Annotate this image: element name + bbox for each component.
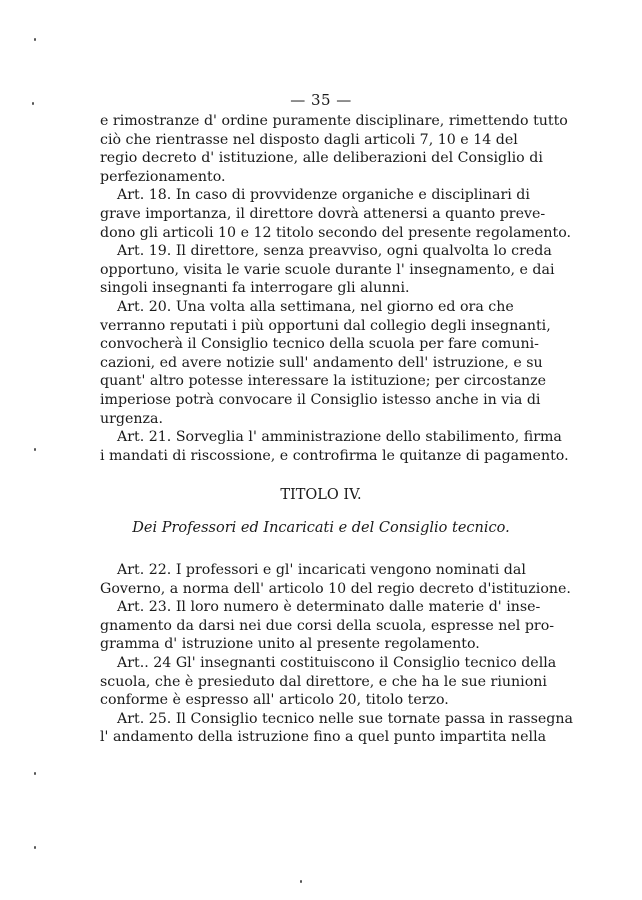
text-line: grave importanza, il direttore dovrà attenersi a quanto preve-: [100, 206, 546, 222]
text-line: Art. 19. Il direttore, senza preavviso, ogni qualvolta lo creda: [117, 243, 552, 260]
text-line: perfezionamento.: [100, 168, 226, 185]
scan-speck: [34, 448, 36, 451]
scan-speck: [300, 880, 302, 883]
scan-speck: [34, 772, 36, 775]
text-line: Art. 20. Una volta alla settimana, nel giorno ed ora che: [117, 299, 514, 315]
text-line: Art.. 24 Gl' insegnanti costituiscono il Consiglio tecnico della: [117, 655, 557, 671]
scan-speck: [34, 846, 36, 849]
text-line: singoli insegnanti fa interrogare gli alunni.: [100, 280, 410, 297]
text-line: Art. 23. Il loro numero è determinato dalle materie d' inse-: [117, 599, 541, 616]
text-line: Governo, a norma dell' articolo 10 del regio decreto d'istituzione.: [100, 580, 571, 597]
section-subtitle: Dei Professori ed Incaricati e del Consiglio tecnico.: [132, 520, 510, 536]
section-title: TITOLO IV.: [280, 487, 362, 503]
scan-speck: [32, 102, 34, 105]
text-line: convocherà il Consiglio tecnico della scuola per fare comuni-: [100, 336, 539, 353]
text-line: gramma d' istruzione unito al presente regolamento.: [100, 636, 480, 653]
text-line: opportuno, visita le varie scuole durante l' insegnamento, e dai: [100, 261, 555, 278]
text-line: imperiose potrà convocare il Consiglio istesso anche in via di: [100, 392, 541, 408]
text-line: Art. 22. I professori e gl' incaricati vengono nominati dal: [117, 562, 526, 578]
text-line: regio decreto d' istituzione, alle deliberazioni del Consiglio di: [100, 150, 543, 167]
page-number: — 35 —: [290, 91, 352, 109]
text-line: gnamento da darsi nei due corsi della scuola, espresse nel pro-: [100, 617, 555, 634]
text-line: Art. 21. Sorveglia l' amministrazione dello stabilimento, firma: [117, 429, 562, 446]
text-line: Art. 25. Il Consiglio tecnico nelle sue tornate passa in rassegna: [117, 710, 573, 727]
text-line: scuola, che è presieduto dal direttore, e che ha le sue riunioni: [100, 673, 547, 690]
text-line: ciò che rientrasse nel disposto dagli articoli 7, 10 e 14 del: [100, 131, 518, 148]
text-line: l' andamento della istruzione fino a quel punto impartita nella: [100, 729, 547, 746]
text-line: dono gli articoli 10 e 12 titolo secondo del presente regolamento.: [100, 224, 572, 241]
text-line: e rimostranze d' ordine puramente disciplinare, rimettendo tutto: [100, 113, 568, 129]
text-line: quant' altro potesse interessare la istituzione; per circostanze: [100, 373, 547, 390]
scan-speck: [34, 38, 36, 41]
text-line: conforme è espresso all' articolo 20, titolo terzo.: [100, 692, 449, 709]
text-line: Art. 18. In caso di provvidenze organiche e disciplinari di: [117, 187, 530, 204]
text-line: urgenza.: [100, 410, 163, 427]
text-line: cazioni, ed avere notizie sull' andamento dell' istruzione, e su: [100, 354, 543, 371]
text-line: verranno reputati i più opportuni dal collegio degli insegnanti,: [100, 317, 551, 334]
text-line: i mandati di riscossione, e controfirma le quitanze di pagamento.: [100, 447, 569, 464]
